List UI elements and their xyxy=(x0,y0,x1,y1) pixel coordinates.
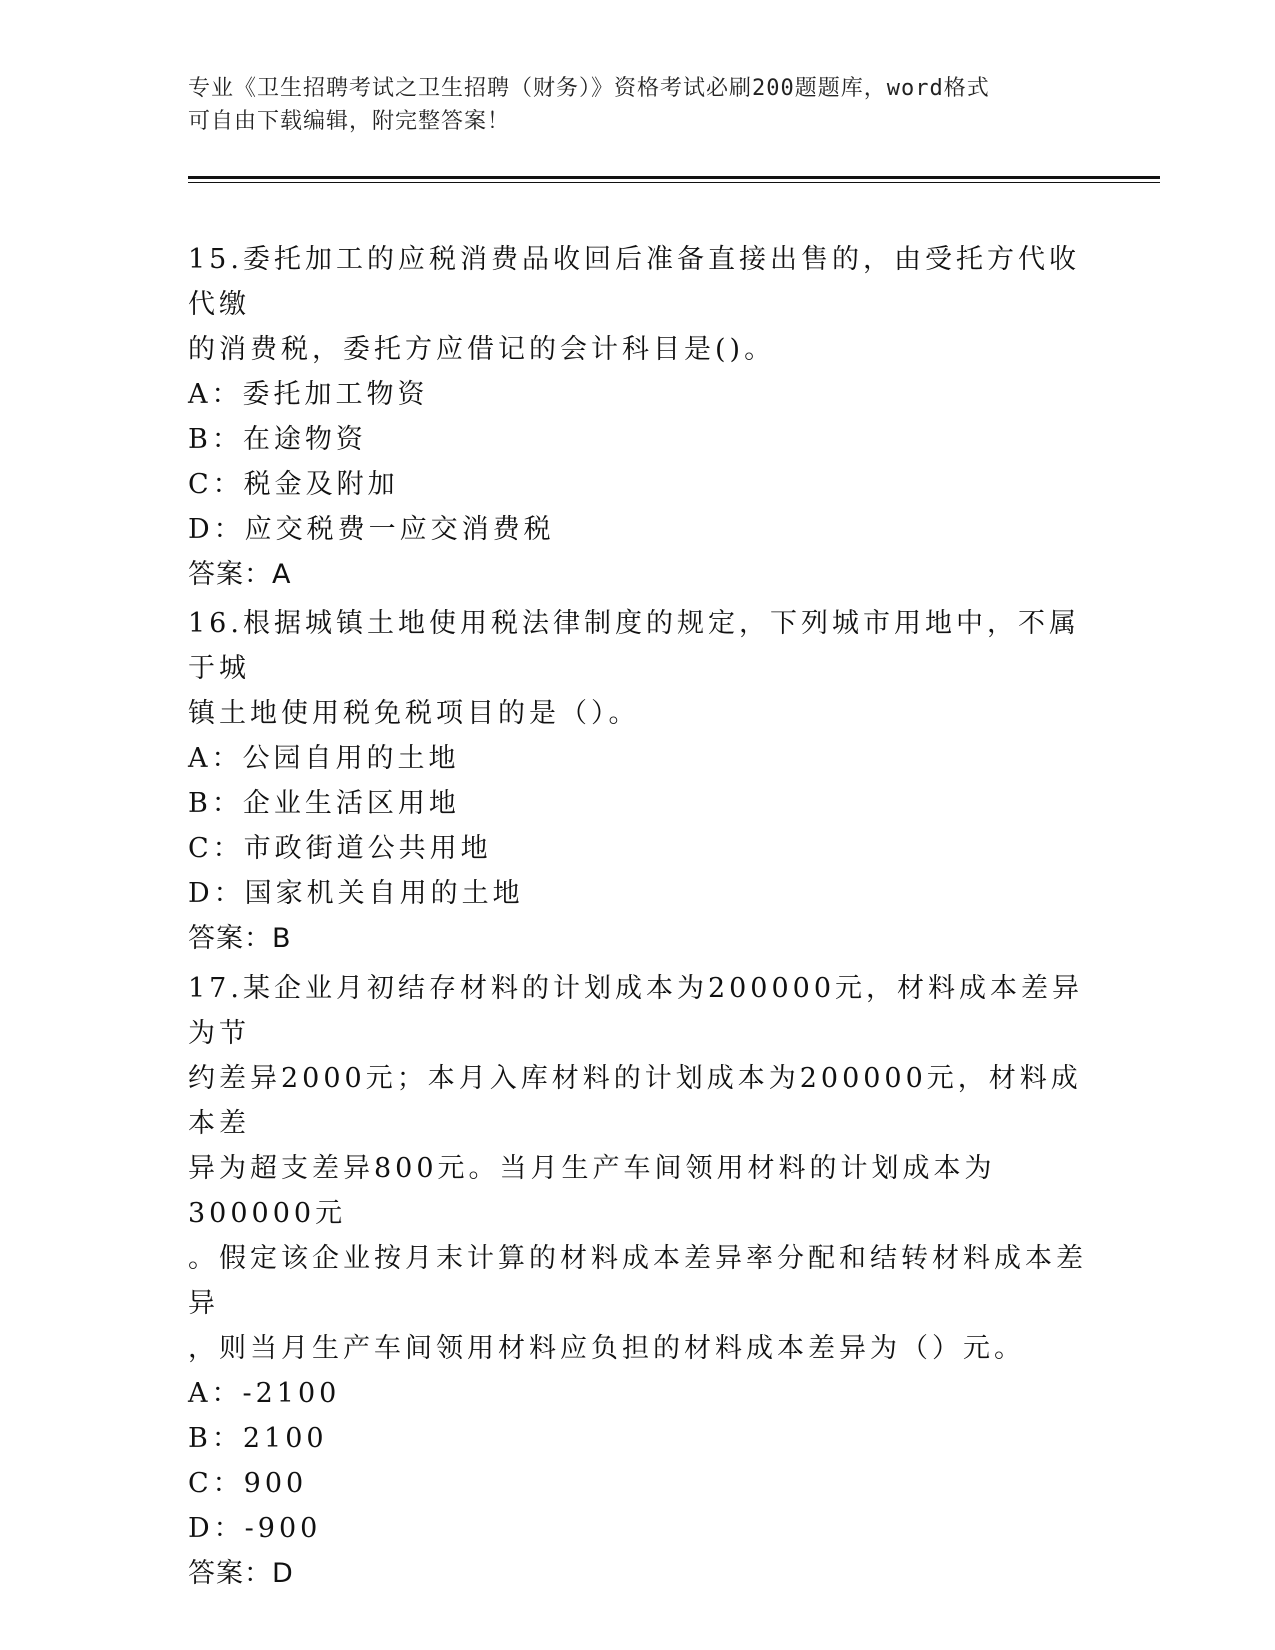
question-stem-line: 。假定该企业按月末计算的材料成本差异率分配和结转材料成本差异 xyxy=(188,1243,1087,1319)
document-header xyxy=(188,72,1068,138)
question-stem-line: ，则当月生产车间领用材料应负担的材料成本差异为（）元。 xyxy=(188,1333,1025,1364)
header-line-2: 可自由下载编辑，附完整答案！ xyxy=(188,109,511,134)
option-d: D：-900 xyxy=(188,1513,322,1544)
header-divider-thick xyxy=(188,176,1160,179)
question-stem-line: 镇土地使用税免税项目的是（）。 xyxy=(188,698,640,729)
option-c: C：税金及附加 xyxy=(188,469,399,500)
question-15 xyxy=(188,237,1088,597)
option-c: C：市政街道公共用地 xyxy=(188,833,492,864)
option-a: A：公园自用的土地 xyxy=(188,743,460,774)
question-stem-line: 16.根据城镇土地使用税法律制度的规定，下列城市用地中，不属于城 xyxy=(188,608,1080,684)
question-stem-line: 15.委托加工的应税消费品收回后准备直接出售的，由受托方代收代缴 xyxy=(188,244,1080,320)
option-d: D：国家机关自用的土地 xyxy=(188,878,524,909)
option-c: C：900 xyxy=(188,1468,308,1499)
question-stem-line: 约差异2000元；本月入库材料的计划成本为200000元，材料成本差 xyxy=(188,1063,1082,1139)
option-a: A：委托加工物资 xyxy=(188,379,429,410)
answer-line: 答案：B xyxy=(188,923,292,954)
header-line-1: 专业《卫生招聘考试之卫生招聘（财务）》资格考试必刷200题题库，word格式 xyxy=(188,76,990,101)
question-stem-line: 17.某企业月初结存材料的计划成本为200000元，材料成本差异为节 xyxy=(188,973,1084,1049)
option-b: B：企业生活区用地 xyxy=(188,788,460,819)
option-a: A：-2100 xyxy=(188,1378,341,1409)
option-b: B：在途物资 xyxy=(188,424,367,455)
option-d: D：应交税费一应交消费税 xyxy=(188,514,555,545)
answer-line: 答案：A xyxy=(188,559,292,590)
question-17 xyxy=(188,966,1088,1596)
answer-line: 答案：D xyxy=(188,1558,294,1589)
header-divider-thin xyxy=(188,182,1160,183)
option-b: B：2100 xyxy=(188,1423,328,1454)
question-stem-line: 异为超支差异800元。当月生产车间领用材料的计划成本为300000元 xyxy=(188,1153,996,1229)
question-16 xyxy=(188,601,1088,961)
question-stem-line: 的消费税，委托方应借记的会计科目是()。 xyxy=(188,334,776,365)
